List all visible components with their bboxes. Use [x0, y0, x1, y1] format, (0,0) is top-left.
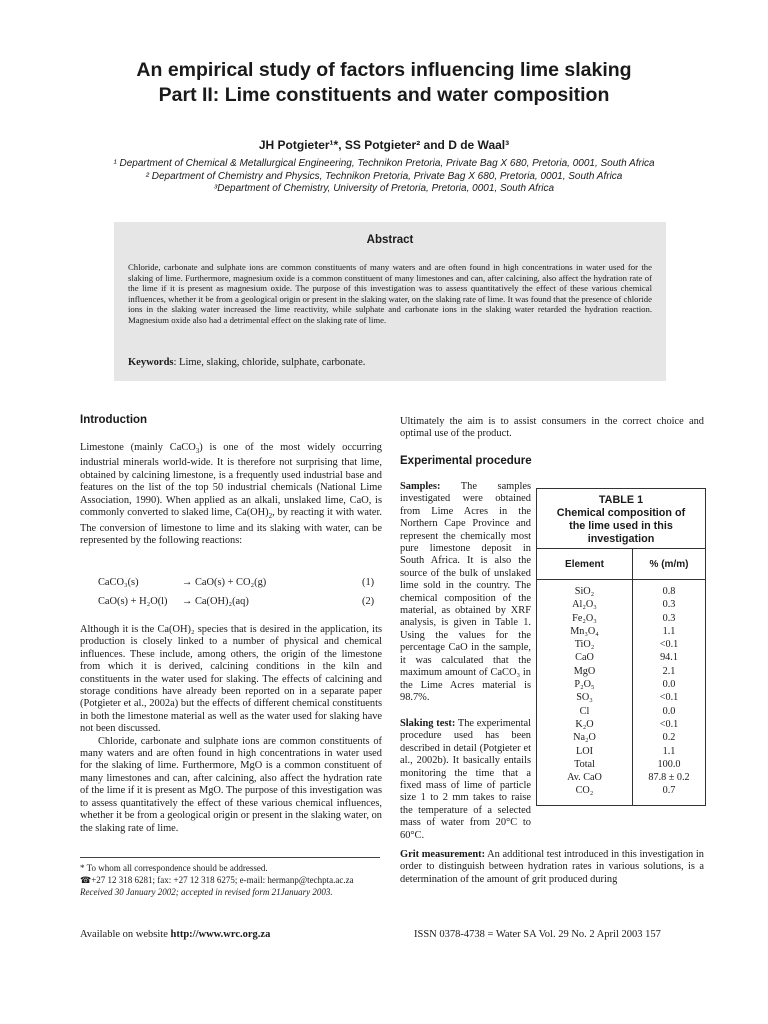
intro-paragraph-1: Limestone (mainly CaCO$_3$) is one of the most widely occurring industrial minerals world-wide. It is therefore not surprising that lime, obtained by calcining limestone, is a frequently used industrial base and features on the list of the top 50 industrial chemicals (National Lime Association, 1990). When applied as an alkali, unslaked lime, CaO, is commonly converted to slaked lime, $Ca(OH)_2$, by reacting it with water. The conversion of limestone to lime and its slaking with water, can be represented by the following reactions:: [80, 442, 382, 546]
right-intro-paragraph: Ultimately the aim is to assist consumers in the correct choice and optimal use of the product.: [400, 416, 704, 440]
table-rule-top: [537, 548, 705, 549]
table-row: [537, 758, 705, 771]
table-cell-value: 1.1: [662, 625, 676, 637]
table-cell-element: SO₃: [576, 692, 593, 704]
slaking-label: Slaking test:: [400, 718, 456, 729]
abstract-box: [114, 222, 666, 381]
grit-label: Grit measurement:: [400, 849, 486, 860]
table-cell-value: 0.2: [662, 732, 676, 744]
table-row: [537, 731, 705, 744]
samples-paragraph: [400, 481, 531, 704]
table-row: [537, 705, 705, 718]
title-line-1: An empirical study of factors influencing lime slaking: [136, 59, 632, 81]
author-list: JH Potgieter¹*, SS Potgieter² and D de Waal³: [258, 138, 510, 152]
grit-text: An additional test introduced in this investigation in order to distinguish between hydration rates in various solutions, is a determination of the amount of grit produced during: [400, 849, 704, 885]
table-cell-element: Av. CaO: [567, 772, 602, 784]
abstract-text: Chloride, carbonate and sulphate ions are common constituents of many waters and are often found in high concentrations in water used for the slaking of lime. Furthermore, magnesium oxide is a common constituent of many limestones and can, after calcining, also affect the hydration rate of the lime if it is present as magnesium oxide. The purpose of this investigation was to assess quantitatively the effect of these various chemical influences, whether it be from a geological origin or present in the slaking water, on the slaking rate of lime. It was found that the presence of chloride ions in the slaking water increased the lime reactivity, while sulphate and carbonate ions in the slaking water retarded the hydration reaction. Magnesium oxide also had a detrimental effect on the slaking rate of lime.: [128, 262, 652, 325]
table-cell-value: 100.0: [657, 758, 681, 770]
table-row: [537, 625, 705, 638]
footnote-rule: [80, 857, 380, 858]
table-title-line-3: the lime used in this: [569, 520, 673, 532]
footnote-contact: ☎+27 12 318 6281; fax: +27 12 318 6275; e-mail: hermanp@techpta.ac.za: [80, 875, 354, 885]
table-cell-value: <0.1: [659, 639, 679, 651]
table-title-line-4: investigation: [587, 533, 655, 545]
experimental-heading: Experimental procedure: [400, 455, 532, 467]
article-title: [60, 58, 708, 108]
footnote-received: Received 30 January 2002; accepted in revised form 21January 2003.: [80, 887, 333, 897]
footer-website-url[interactable]: http://www.wrc.org.za: [170, 929, 271, 940]
table-title: [537, 494, 705, 546]
grit-paragraph: [400, 849, 704, 886]
table-row: [537, 638, 705, 651]
table-row: [537, 585, 705, 598]
keywords-list: : Lime, slaking, chloride, sulphate, carbonate.: [173, 357, 366, 368]
table-cell-element: Al₂O₃: [572, 599, 597, 611]
table-cell-element: Total: [574, 758, 595, 770]
table-cell-element: Mn₃O₄: [570, 625, 599, 637]
table-cell-element: Cl: [579, 705, 590, 717]
keywords: [128, 357, 652, 368]
table-title-line-2: Chemical composition of: [556, 507, 686, 519]
table-header-percent: % (m/m): [649, 559, 689, 570]
intro-p2-text: Although it is the Ca(OH)₂ species that is desired in the application, its production is closely linked to a number of physical and chemical influences. These include, among others, the origin of the limestone from which it is derived, calcining conditions in the kiln and constituents in the water used for slaking. The effects of calcining and storage conditions have already been reported on in a separate paper (Potgieter et al., 2002a) but the effects of different chemical constituents in both the limestone material as well as the water used for slaking have not been discussed.: [80, 624, 382, 735]
intro-p1-part-b: ) is one of the most widely occurring industrial minerals world-wide. It is therefore not surprising that lime, obtained by calcining limestone, is a frequently used industrial base and features on the list of the top 50 industrial chemicals (National Lime Association, 1990). When applied as an alkali, unslaked lime, CaO, is commonly converted to slaked lime, Ca(OH): [80, 442, 382, 519]
affiliation-2: ² Department of Chemistry and Physics, Technikon Pretoria, Private Bag X 680, Pretoria, 0001, South Africa: [145, 171, 623, 182]
table-row: [537, 771, 705, 784]
table-row: [537, 784, 705, 797]
intro-paragraph-2: [80, 624, 382, 835]
table-row: [537, 612, 705, 625]
table-cell-value: 0.0: [662, 679, 676, 691]
table-row: [537, 598, 705, 611]
keywords-label: Keywords: [128, 357, 174, 368]
table-cell-element: CaO: [575, 652, 594, 664]
table-cell-value: 0.3: [662, 599, 676, 611]
table-cell-value: 94.1: [660, 652, 678, 664]
table-cell-element: P₂O₅: [574, 679, 595, 691]
equation-2-right: → Ca(OH)₂(aq): [182, 596, 249, 607]
intro-heading: Introduction: [80, 414, 148, 426]
slaking-paragraph: [400, 718, 531, 842]
table-header-element: Element: [565, 559, 604, 570]
title-line-2: Part II: Lime constituents and water composition: [158, 84, 610, 106]
table-row: [537, 718, 705, 731]
table-cell-value: 0.3: [662, 612, 676, 624]
table-cell-element: CO₂: [575, 785, 594, 797]
table-cell-value: 2.1: [662, 665, 676, 677]
equation-1-right: → CaO(s) + CO₂(g): [182, 577, 267, 588]
table-row: [537, 691, 705, 704]
table-rule-header: [537, 579, 705, 580]
table-row: [537, 665, 705, 678]
table-body: [537, 585, 705, 798]
table-cell-value: <0.1: [659, 692, 679, 704]
footer-website: [80, 929, 270, 940]
affiliation-3: ³Department of Chemistry, University of Pretoria, Pretoria, 0001, South Africa: [213, 183, 555, 194]
table-cell-element: K₂O: [575, 718, 594, 730]
intro-p3-text: Chloride, carbonate and sulphate ions are common constituents of many waters and are often found in high concentrations in water used for the slaking of lime. Furthermore, MgO is a common constituent of many limestones and can, after calcining, also affect the hydration rate of the lime if it is present as MgO. The purpose of this investigation was to assess quantitatively the effect of these various chemical influences, whether it be from a geological origin or present in the slaking water, on the slaking rate of lime.: [80, 735, 382, 834]
footer-website-label: Available on website: [80, 929, 171, 940]
samples-label: Samples:: [400, 481, 441, 492]
equation-1-left: CaCO₃(s): [98, 577, 139, 588]
intro-p1-part-a: Limestone (mainly CaCO: [80, 442, 196, 453]
abstract-heading: Abstract: [366, 234, 414, 246]
footer-issn: ISSN 0378-4738 = Water SA Vol. 29 No. 2 April 2003 157: [414, 929, 661, 940]
footnote-correspondence: * To whom all correspondence should be addressed.: [80, 863, 268, 873]
affiliation-1: ¹ Department of Chemical & Metallurgical Engineering, Technikon Pretoria, Private Bag X 680, Pretoria, 0001, South Africa: [113, 158, 655, 169]
table-cell-value: 87.8 ± 0.2: [648, 772, 690, 784]
samples-text: The samples investigated were obtained from Lime Acres in the Northern Cape Province and represent the chemically most pure limestone deposit in South Africa. It is also the source of the bulk of unslaked lime sold in the country. The chemical composition of the material, as obtained by XRF analysis, is given in Table 1. Using the values for the percentage CaO in the sample, it was calculated that the maximum amount of CaCO₃ in the Lime Acres material is 98.7%.: [400, 481, 531, 703]
table-1: [536, 488, 706, 806]
table-cell-element: TiO₂: [574, 639, 595, 651]
table-cell-element: MgO: [573, 665, 596, 677]
slaking-text: The experimental procedure used has been described in detail (Potgieter et al., 2002b). It basically entails monitoring the time that a fixed mass of lime of particle size 1 to 2 mm takes to raise the temperature of a selected mass of water from 20°C to 60°C.: [400, 718, 531, 841]
equation-2-left: CaO(s) + H₂O(l): [98, 596, 168, 607]
table-title-line-1: TABLE 1: [598, 494, 644, 506]
table-cell-element: Fe₂O₃: [572, 612, 597, 624]
table-cell-value: 0.0: [662, 705, 676, 717]
table-cell-value: <0.1: [659, 718, 679, 730]
table-row: [537, 678, 705, 691]
equation-2-number: (2): [362, 596, 375, 607]
table-row: [537, 651, 705, 664]
table-cell-element: Na₂O: [573, 732, 596, 744]
equation-1-number: (1): [362, 577, 375, 588]
intro-p1-part-c: , by reacting it with water. The conversion of limestone to lime and its slaking with water, can be represented by the following reactions:: [80, 507, 382, 546]
table-row: [537, 745, 705, 758]
table-cell-value: 0.8: [662, 586, 676, 597]
table-cell-value: 1.1: [662, 745, 676, 757]
table-cell-value: 0.7: [662, 785, 676, 797]
table-cell-element: SiO₂: [574, 586, 595, 597]
table-cell-element: LOI: [576, 745, 593, 757]
